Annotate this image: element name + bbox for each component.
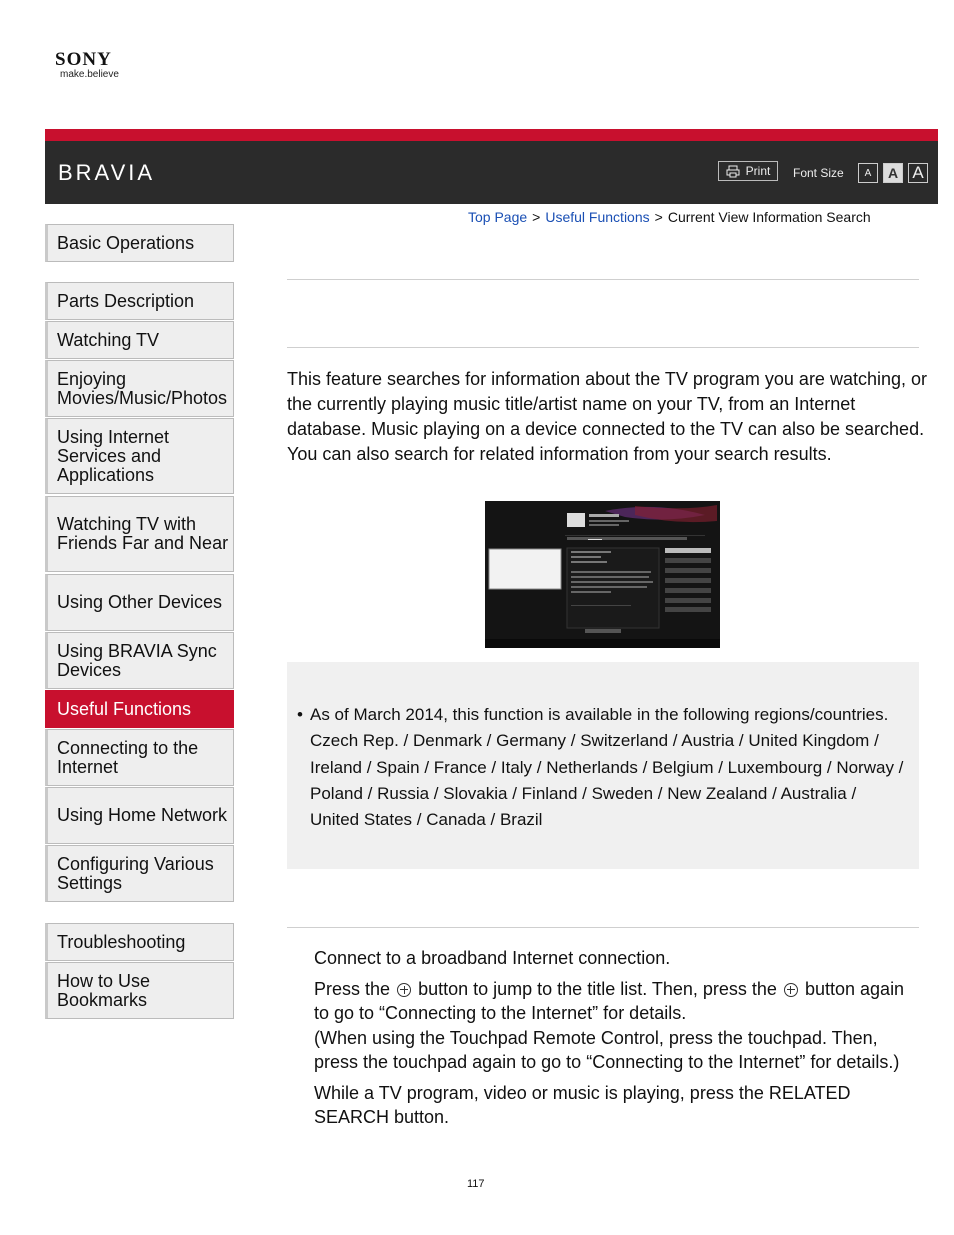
font-size-small-button[interactable]: A [858, 163, 878, 183]
step-2-text: button again to go to “Connecting to the Internet” for details. [314, 978, 905, 1023]
tv-screen-graphic [485, 501, 720, 648]
divider [287, 279, 919, 280]
print-button[interactable] [718, 161, 778, 181]
sidebar-item-enjoying-media[interactable]: Enjoying Movies/Music/Photos [45, 360, 234, 417]
sidebar-item-configuring-settings[interactable]: Configuring Various Settings [45, 845, 234, 902]
divider [287, 347, 919, 348]
sidebar-item-other-devices[interactable]: Using Other Devices [45, 574, 234, 631]
sidebar-item-bookmarks[interactable]: How to Use Bookmarks [45, 962, 234, 1019]
divider [287, 927, 919, 928]
font-size-label: Font Size [793, 166, 844, 180]
note-line: As of March 2014, this function is available in the following regions/countries. [310, 705, 889, 724]
page-number: 117 [467, 1178, 485, 1190]
step-2 [314, 977, 924, 1075]
breadcrumb-current: Current View Information Search [667, 209, 871, 225]
steps [314, 946, 924, 1136]
sidebar-item-parts-description[interactable]: Parts Description [45, 282, 234, 320]
sidebar-item-internet-services[interactable]: Using Internet Services and Applications [45, 418, 234, 494]
breadcrumb-separator: > [654, 209, 663, 225]
sony-tagline: make.believe [60, 69, 119, 80]
header-accent-bar [45, 129, 938, 141]
country-list: Czech Rep. / Denmark / Germany / Switzerland / Austria / United Kingdom / Ireland / Spain / France / Italy / Netherlands / Belgium / Luxembourg / Norway / Poland / Russia / Slovakia / Finland / Sweden / New Zealand / Australia / United States / Canada / Brazil [310, 731, 904, 830]
note-content [297, 702, 907, 833]
print-icon [726, 165, 740, 178]
font-size-medium-button[interactable]: A [883, 163, 903, 183]
intro-paragraph: You can also search for related information from your search results. [287, 444, 832, 464]
sidebar-item-home-network[interactable]: Using Home Network [45, 787, 234, 844]
print-label: Print [745, 164, 771, 178]
step-3: While a TV program, video or music is playing, press the RELATED SEARCH button. [314, 1082, 851, 1127]
intro-paragraph: This feature searches for information about the TV program you are watching, or the currently playing music title/artist name on your TV, from an Internet database. Music playing on a device connected to the TV can also be searched. [287, 369, 927, 439]
sidebar-item-basic-operations[interactable]: Basic Operations [45, 224, 234, 262]
sidebar-item-watching-tv[interactable]: Watching TV [45, 321, 234, 359]
home-button-icon [397, 983, 411, 997]
step-2-text: button to jump to the title list. Then, press the [418, 978, 777, 999]
step-1: Connect to a broadband Internet connection. [314, 948, 671, 968]
intro-text [287, 367, 927, 467]
sidebar-item-connecting-internet[interactable]: Connecting to the Internet [45, 729, 234, 786]
bullet: • [297, 705, 303, 724]
sidebar-item-troubleshooting[interactable]: Troubleshooting [45, 923, 234, 961]
sidebar-item-useful-functions[interactable]: Useful Functions [45, 690, 234, 728]
tv-screen-illustration [485, 501, 720, 648]
sony-logo: SONY [55, 49, 112, 70]
font-size-large-button[interactable]: A [908, 163, 928, 183]
step-2-touchpad-note: (When using the Touchpad Remote Control, press the touchpad. Then, press the touchpad again to go to “Connecting to the Internet” for details.) [314, 1027, 900, 1072]
sidebar-item-bravia-sync[interactable]: Using BRAVIA Sync Devices [45, 632, 234, 689]
breadcrumb-separator: > [532, 209, 541, 225]
step-2-text: Press the [314, 978, 391, 999]
sidebar-item-friends-far-near[interactable]: Watching TV with Friends Far and Near [45, 496, 234, 572]
breadcrumb-top-page[interactable]: Top Page [468, 209, 528, 225]
breadcrumb [468, 209, 871, 225]
home-button-icon [784, 983, 798, 997]
breadcrumb-useful-functions[interactable]: Useful Functions [545, 209, 650, 225]
bravia-logo: BRAVIA [58, 160, 156, 185]
